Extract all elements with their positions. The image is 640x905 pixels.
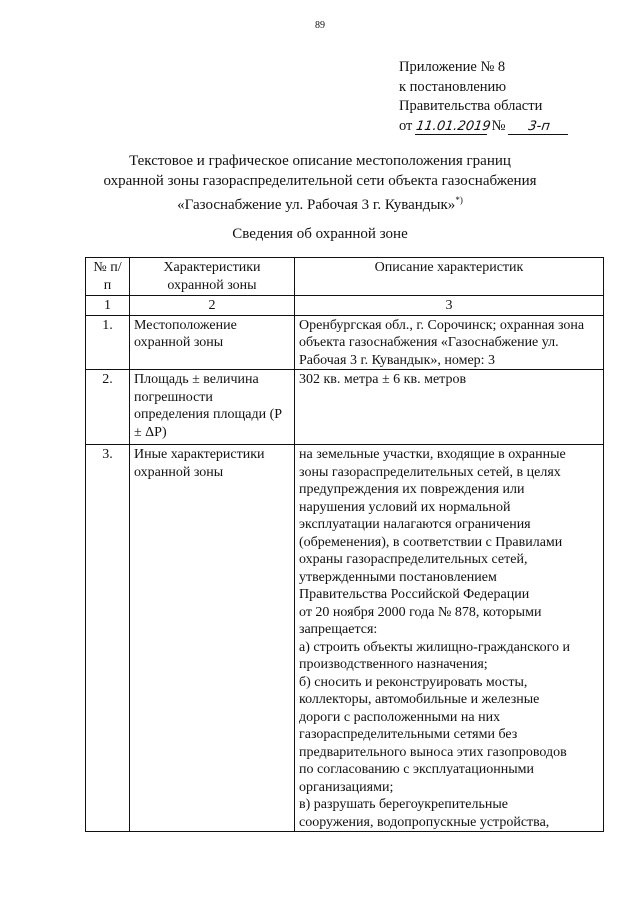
description-line: дороги с расположенными на них: [299, 709, 501, 725]
row-number: 3.: [86, 445, 130, 832]
description-line: газораспределительными сетями без: [299, 727, 518, 742]
handwritten-date: 11.01.2019: [415, 118, 492, 134]
footnote-mark: *): [455, 195, 463, 205]
description-line: коллекторы, автомобильные и железные: [299, 692, 540, 707]
description-line: по согласованию с эксплуатационными: [299, 762, 534, 777]
description-line: на земельные участки, входящие в охранные: [299, 447, 566, 462]
row-characteristic: Местоположение охранной зоны: [130, 315, 295, 370]
description-line: Правительства Российской Федерации: [299, 587, 530, 602]
row-description: [295, 445, 604, 832]
header-description: Описание характеристик: [295, 258, 604, 296]
date-prefix: от: [399, 117, 413, 134]
description-line: эксплуатации налагаются ограничения: [299, 517, 531, 532]
description-line: в) разрушать берегоукрепительные: [299, 797, 509, 812]
table-row: [86, 370, 604, 445]
description-line: запрещается:: [299, 622, 378, 637]
table-row: [86, 445, 604, 832]
number-prefix: №: [491, 117, 506, 134]
description-line: производственного назначения;: [299, 657, 488, 672]
description-line: охраны газораспределительных сетей,: [299, 552, 528, 567]
table-row: [86, 315, 604, 370]
description-line: от 20 ноября 2000 года № 878, которыми: [299, 604, 542, 620]
protection-zone-table: [85, 257, 604, 832]
row-number: 1.: [86, 315, 130, 370]
appendix-line-1: Приложение № 8: [399, 59, 506, 75]
description-line: б) сносить и реконструировать мосты,: [299, 674, 528, 690]
index-cell-3: 3: [295, 296, 604, 316]
title-line-1: Текстовое и графическое описание местоположения границ: [129, 153, 511, 169]
header-number: № п/п: [86, 258, 130, 296]
appendix-line-3: Правительства области: [399, 98, 543, 114]
table-index-row: [86, 296, 604, 316]
description-line: предварительного выноса этих газопроводов: [299, 744, 567, 760]
section-subtitle: Сведения об охранной зоне: [232, 226, 408, 242]
appendix-line-2: к постановлению: [399, 78, 507, 95]
description-line: а) строить объекты жилищно-гражданского и: [299, 639, 570, 655]
appendix-block: [399, 58, 569, 136]
row-description: Оренбургская обл., г. Сорочинск; охранная зона объекта газоснабжения «Газоснабжение ул. Рабочая 3 г. Кувандык», номер: 3: [295, 315, 604, 370]
appendix-date-line: [399, 117, 569, 137]
index-cell-2: 2: [130, 296, 295, 316]
description-line: сооружения, водопропускные устройства,: [299, 814, 550, 830]
table-header-row: [86, 258, 604, 296]
document-title: [0, 152, 640, 216]
title-line-3: [0, 191, 640, 216]
row-characteristic: Площадь ± величина погрешности определения площади (P ± ΔP): [130, 370, 295, 445]
description-line: зоны газораспределительных сетей, в целях: [299, 464, 561, 480]
description-line: предупреждения их повреждения или: [299, 482, 525, 497]
index-cell-1: 1: [86, 296, 130, 316]
page-number: 89: [315, 20, 325, 31]
description-line: утвержденными постановлением: [299, 569, 497, 585]
row-characteristic: Иные характеристики охранной зоны: [130, 445, 295, 832]
description-line: организациями;: [299, 779, 394, 795]
title-line-2: охранной зоны газораспределительной сети объекта газоснабжения: [103, 172, 537, 189]
handwritten-number: 3-п: [508, 120, 570, 135]
title-line-3-text: «Газоснабжение ул. Рабочая 3 г. Кувандык»: [177, 197, 456, 213]
row-description: 302 кв. метра ± 6 кв. метров: [295, 370, 604, 445]
description-line: нарушения условий их нормальной: [299, 499, 511, 515]
header-characteristics: Характеристики охранной зоны: [130, 258, 295, 296]
description-line: (обременения), в соответствии с Правилами: [299, 534, 563, 550]
row-number: 2.: [86, 370, 130, 445]
